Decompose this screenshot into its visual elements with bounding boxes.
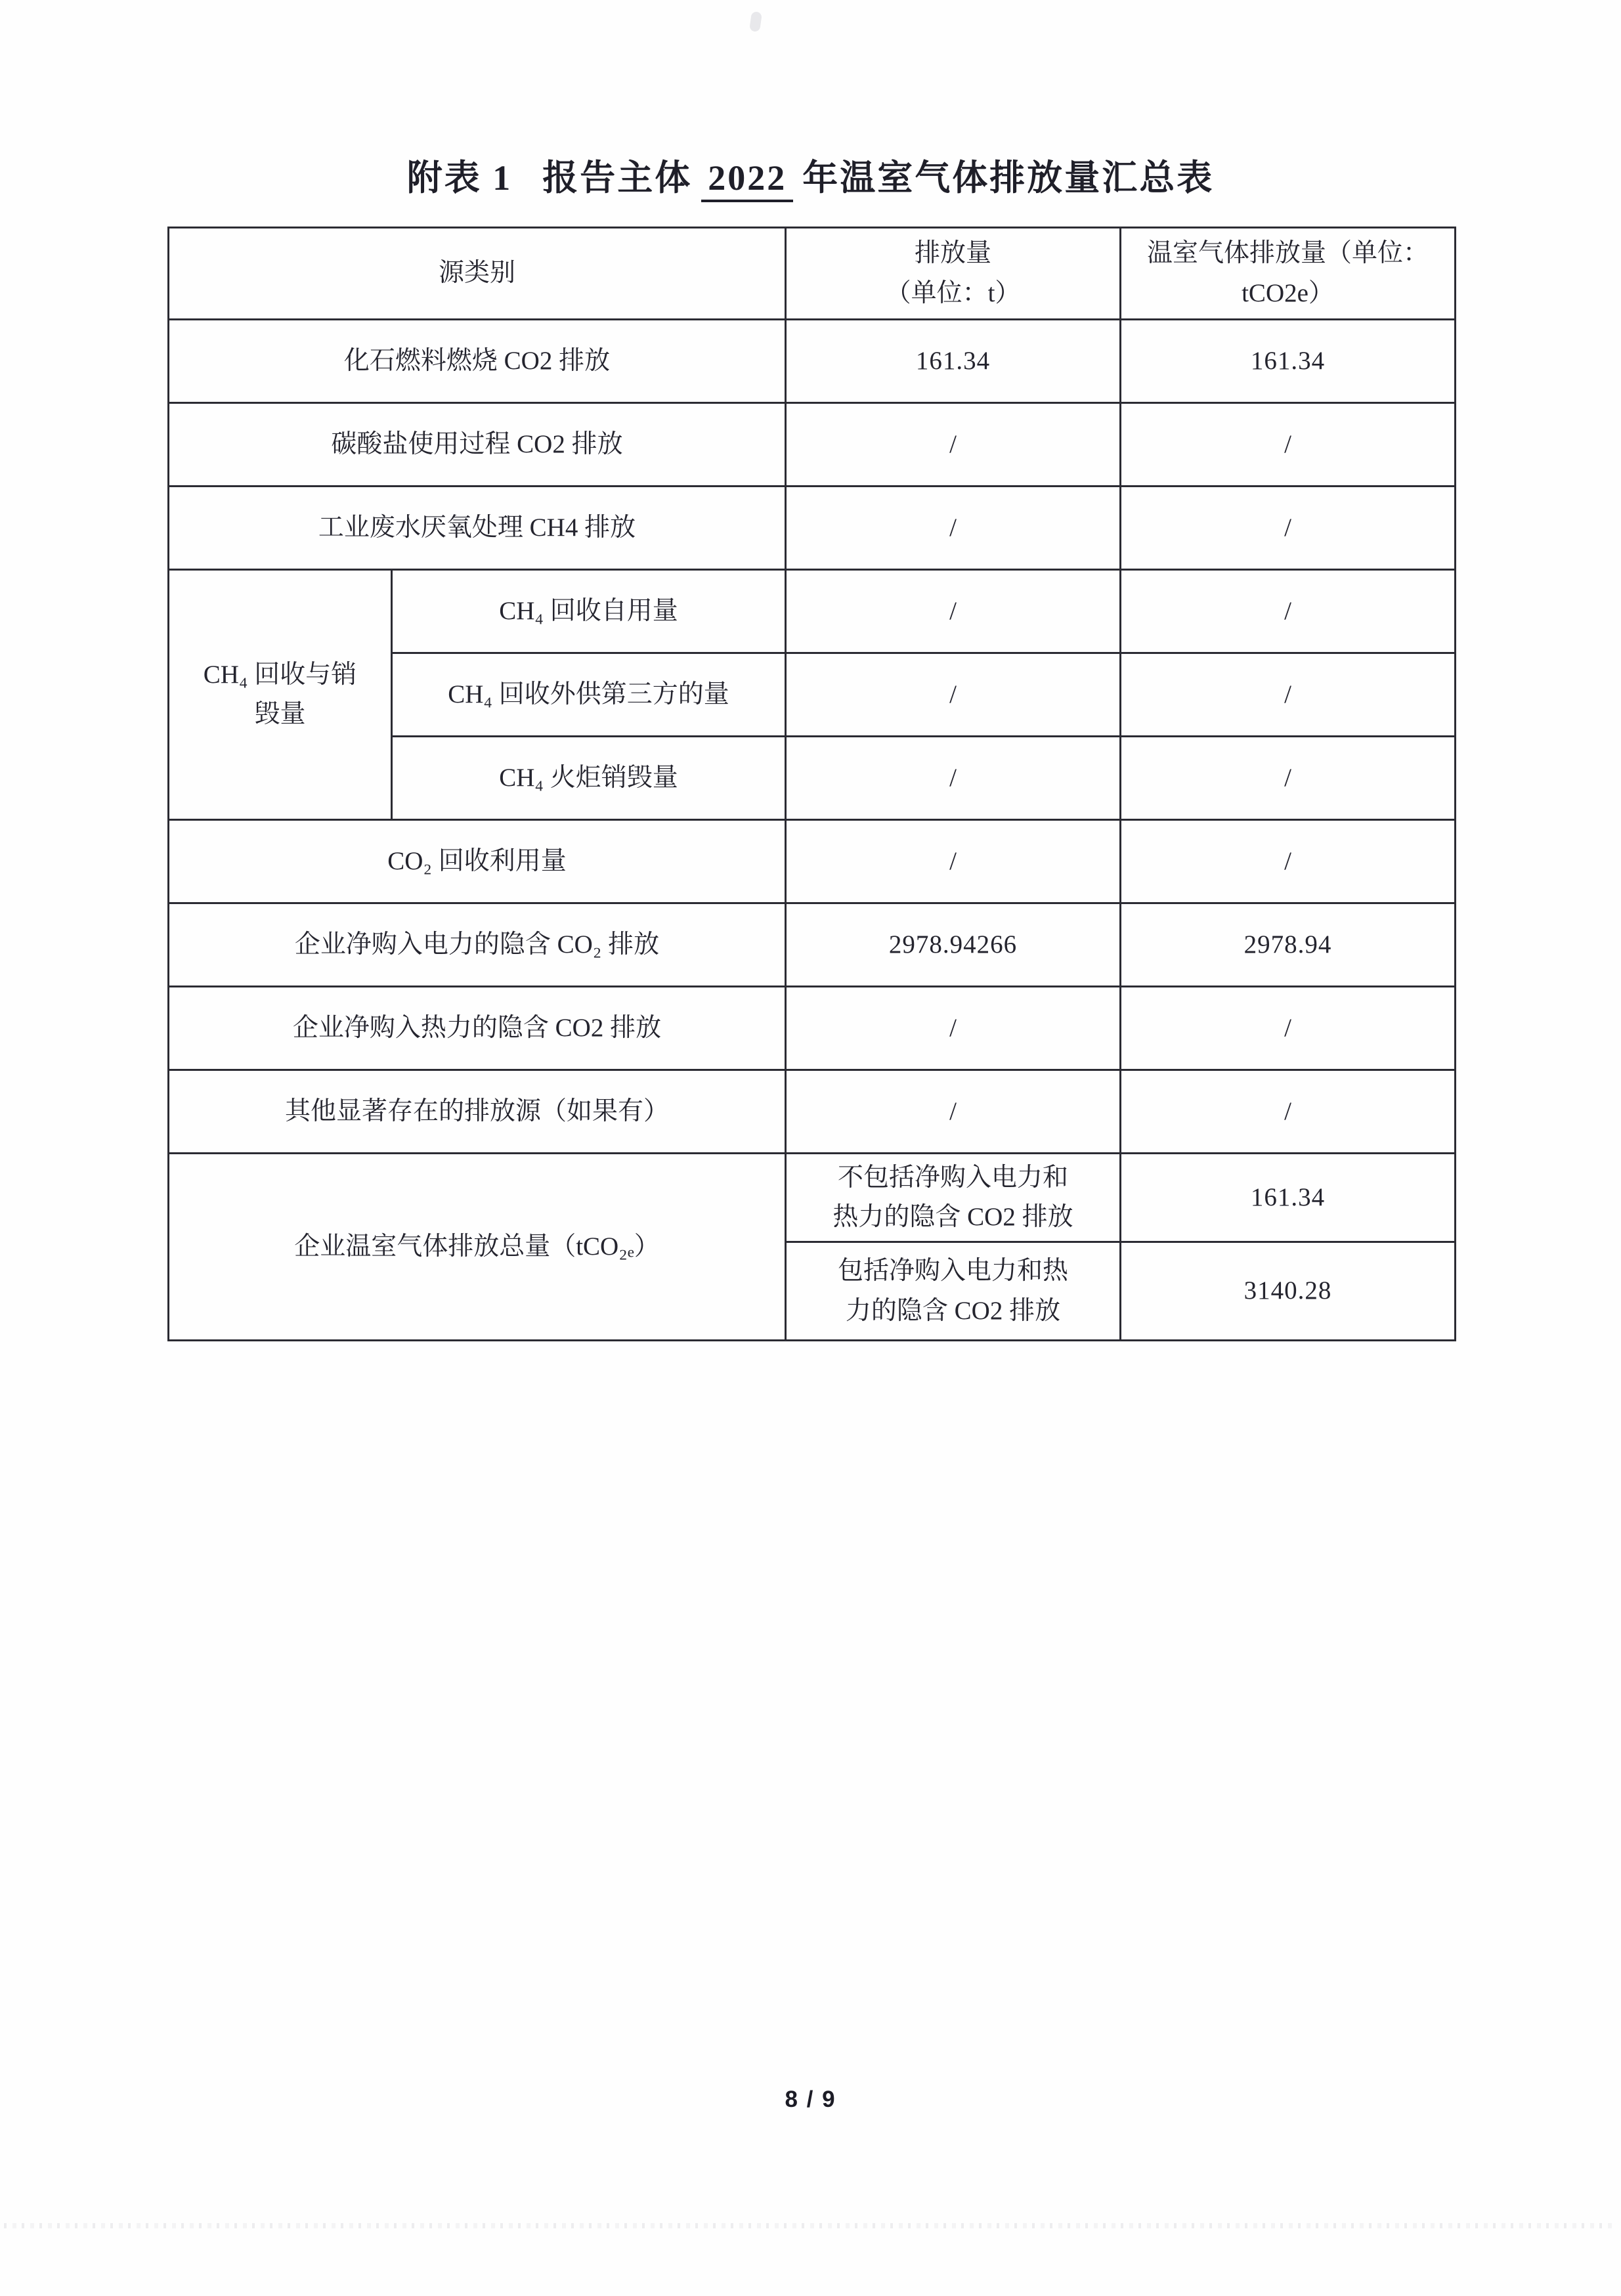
carbonate-ghg-value: / <box>1121 403 1456 487</box>
table-row-fossil <box>169 320 1456 403</box>
ch4-third-party-label: CH₄ 回收外供第三方的量 <box>392 653 786 737</box>
total-excluding-ghg-value: 161.34 <box>1121 1154 1456 1242</box>
header-emission-line2: （单位：t） <box>885 278 1021 307</box>
total-including-line1: 包括净购入电力和热 <box>838 1257 1069 1286</box>
total-excluding-line1: 不包括净购入电力和 <box>838 1163 1069 1192</box>
ch4-flare-label: CH₄ 火炬销毁量 <box>392 737 786 820</box>
ch4-self-emission-value: / <box>786 570 1121 653</box>
other-sources-emission-value: / <box>786 1070 1121 1154</box>
fossil-ghg-value: 161.34 <box>1121 320 1456 403</box>
ch4-self-ghg-value: / <box>1121 570 1456 653</box>
page-number-indicator: 8 / 9 <box>785 2087 836 2112</box>
total-excluding-label <box>786 1154 1121 1242</box>
ch4-third-party-emission-value: / <box>786 653 1121 737</box>
electricity-label: 企业净购入电力的隐含 CO₂ 排放 <box>169 903 786 987</box>
table-row-ch4-self <box>169 570 1456 653</box>
header-ghg-line1: 温室气体排放量（单位： <box>1147 239 1429 268</box>
title-subject: 报告主体 <box>542 158 693 198</box>
scan-smudge-artifact <box>749 11 762 32</box>
table-row-heat <box>169 987 1456 1070</box>
title-suffix: 年温室气体排放量汇总表 <box>802 158 1215 198</box>
electricity-emission-value: 2978.94266 <box>786 903 1121 987</box>
ch4-third-party-ghg-value: / <box>1121 653 1456 737</box>
total-excluding-line2: 热力的隐含 CO2 排放 <box>832 1203 1073 1231</box>
header-emission-amount <box>786 228 1121 320</box>
co2-reuse-label: CO₂ 回收利用量 <box>169 820 786 903</box>
header-ghg-line2: tCO2e） <box>1242 278 1334 307</box>
heat-label: 企业净购入热力的隐含 CO2 排放 <box>169 987 786 1070</box>
table-row-co2-reuse <box>169 820 1456 903</box>
wastewater-emission-value: / <box>786 487 1121 570</box>
co2-reuse-emission-value: / <box>786 820 1121 903</box>
wastewater-label: 工业废水厌氧处理 CH4 排放 <box>169 487 786 570</box>
table-row-carbonate <box>169 403 1456 487</box>
table-row-total-excluding <box>169 1154 1456 1242</box>
wastewater-ghg-value: / <box>1121 487 1456 570</box>
table-row-wastewater <box>169 487 1456 570</box>
electricity-ghg-value: 2978.94 <box>1121 903 1456 987</box>
title-year-underlined: 2022 <box>701 158 793 202</box>
other-sources-label: 其他显著存在的排放源（如果有） <box>169 1070 786 1154</box>
header-emission-line1: 排放量 <box>915 239 992 268</box>
fossil-emission-value: 161.34 <box>786 320 1121 403</box>
carbonate-label: 碳酸盐使用过程 CO2 排放 <box>169 403 786 487</box>
ghg-emissions-summary-table <box>167 227 1456 1341</box>
ch4-flare-emission-value: / <box>786 737 1121 820</box>
carbonate-emission-value: / <box>786 403 1121 487</box>
total-including-line2: 力的隐含 CO2 排放 <box>845 1296 1061 1325</box>
scan-noise-artifact <box>4 2223 1616 2228</box>
total-including-ghg-value: 3140.28 <box>1121 1242 1456 1341</box>
ch4-group-line1: CH₄ 回收与销 <box>203 660 357 689</box>
header-ghg-amount <box>1121 228 1456 320</box>
other-sources-ghg-value: / <box>1121 1070 1456 1154</box>
table-row-electricity <box>169 903 1456 987</box>
ch4-flare-ghg-value: / <box>1121 737 1456 820</box>
table-row-other-sources <box>169 1070 1456 1154</box>
ch4-self-label: CH₄ 回收自用量 <box>392 570 786 653</box>
table-header-row <box>169 228 1456 320</box>
heat-emission-value: / <box>786 987 1121 1070</box>
heat-ghg-value: / <box>1121 987 1456 1070</box>
total-group-label: 企业温室气体排放总量（tCO₂ₑ） <box>169 1154 786 1341</box>
total-including-label <box>786 1242 1121 1341</box>
title-table-label: 附表 1 <box>406 158 513 198</box>
fossil-label: 化石燃料燃烧 CO2 排放 <box>169 320 786 403</box>
ch4-group-label <box>169 570 392 820</box>
page-title <box>0 150 1621 202</box>
ch4-group-line2: 毁量 <box>254 700 306 728</box>
co2-reuse-ghg-value: / <box>1121 820 1456 903</box>
header-source-category: 源类别 <box>169 228 786 320</box>
